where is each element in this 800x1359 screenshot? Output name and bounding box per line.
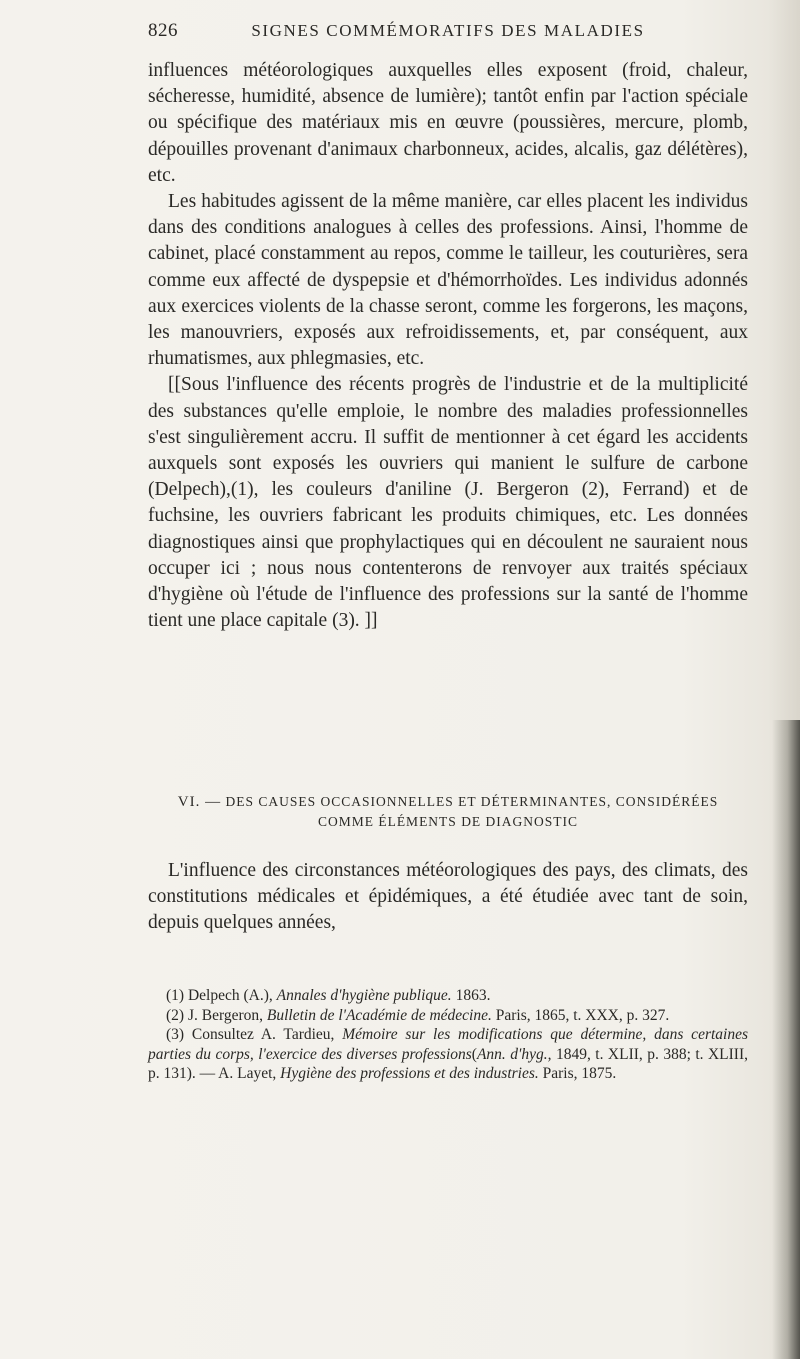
section-title-line-2: COMME ÉLÉMENTS DE DIAGNOSTIC bbox=[317, 814, 579, 829]
footnote-details: 1849, t. XLII, p. 388; t. XLIII, p. 131). — A. Layet, bbox=[148, 1045, 748, 1083]
page-number: 826 bbox=[148, 20, 178, 41]
paragraph: [[Sous l'influence des récents progrès de l'industrie et de la multiplicité des substances qu'elle emploie, le nombre des maladies professionnelles s'est singulièrement accru. Il suffit de mentionner à cet égard les accidents auxquels sont exposés les ouvriers qui manient le sulfure de carbone (Delpech),(1), les couleurs d'aniline (J. Bergeron (2), Ferrand) et de fuchsine, les ouvriers fabricant les produits chimiques, etc. Les données diagnostiques ainsi que prophylactiques qui en découlent ne sauraient nous occuper ici ; nous nous contenterons de renvoyer aux traités spéciaux d'hygiène où l'étude de l'influence des professions sur la santé de l'homme tient une place capitale (3). ]] bbox=[148, 374, 748, 632]
footnote-details: Paris, 1865, t. XXX, p. 327. bbox=[495, 1006, 670, 1024]
footnotes bbox=[148, 986, 748, 1084]
footnote bbox=[148, 1006, 748, 1026]
running-title: SIGNES COMMÉMORATIFS DES MALADIES bbox=[251, 21, 645, 40]
footnote bbox=[148, 986, 748, 1006]
section-number: VI. — bbox=[177, 794, 222, 810]
footnote-mark: (2) bbox=[166, 1006, 185, 1024]
footnote-details-2: Paris, 1875. bbox=[542, 1065, 617, 1083]
main-text bbox=[148, 58, 748, 634]
footnote-title-2: Hygiène des professions et des industries. bbox=[280, 1065, 539, 1083]
footnote-author: Consultez A. Tardieu, bbox=[191, 1026, 335, 1044]
footnote-title: Annales d'hygiène publique. bbox=[276, 987, 452, 1004]
footnote-details: 1863. bbox=[455, 987, 491, 1004]
footnote-paren: ( bbox=[471, 1045, 477, 1063]
footnote-journal: Ann. d'hyg., bbox=[476, 1045, 552, 1063]
footnote-author: J. Bergeron, bbox=[187, 1006, 264, 1024]
section-title-line-1: DES CAUSES OCCASIONNELLES ET DÉTERMINANTES, CONSIDÉRÉES bbox=[225, 794, 719, 809]
footnote-title: Mémoire sur les modifications que détermine, dans certaines parties du corps, l'exercice des diverses professions bbox=[148, 1026, 748, 1063]
page-edge-shadow bbox=[772, 720, 800, 1359]
footnote-mark: (1) bbox=[166, 987, 185, 1004]
footnote-title: Bulletin de l'Académie de médecine. bbox=[266, 1006, 492, 1024]
footnote-author: Delpech (A.), bbox=[187, 987, 273, 1004]
footnote-mark: (3) bbox=[166, 1026, 185, 1044]
section-heading bbox=[148, 792, 748, 831]
footnote bbox=[148, 1025, 748, 1084]
section-paragraph: L'influence des circonstances météorologiques des pays, des climats, des constitutions médicales et épidémiques, a été étudiée avec tant de soin, depuis quelques années, bbox=[148, 860, 748, 934]
page-header bbox=[148, 20, 748, 48]
paragraph: influences météorologiques auxquelles elles exposent (froid, chaleur, sécheresse, humidité, absence de lumière); tantôt enfin par l'action spéciale ou spécifique des matériaux mis en œuvre (poussières, mercure, plomb, dépouilles provenant d'animaux charbonneux, acides, alcalis, gaz délétères), etc. bbox=[148, 60, 748, 186]
paragraph: Les habitudes agissent de la même manière, car elles placent les individus dans des conditions analogues à celles des professions. Ainsi, l'homme de cabinet, placé constamment au repos, comme le tailleur, les couturières, sera comme eux affecté de dyspepsie et d'hémorrhoïdes. Les individus adonnés aux exercices violents de la chasse seront, comme les forgerons, les maçons, les manouvriers, exposés aux refroidissements, et, par conséquent, aux rhumatismes, aux phlegmasies, etc. bbox=[148, 191, 748, 370]
